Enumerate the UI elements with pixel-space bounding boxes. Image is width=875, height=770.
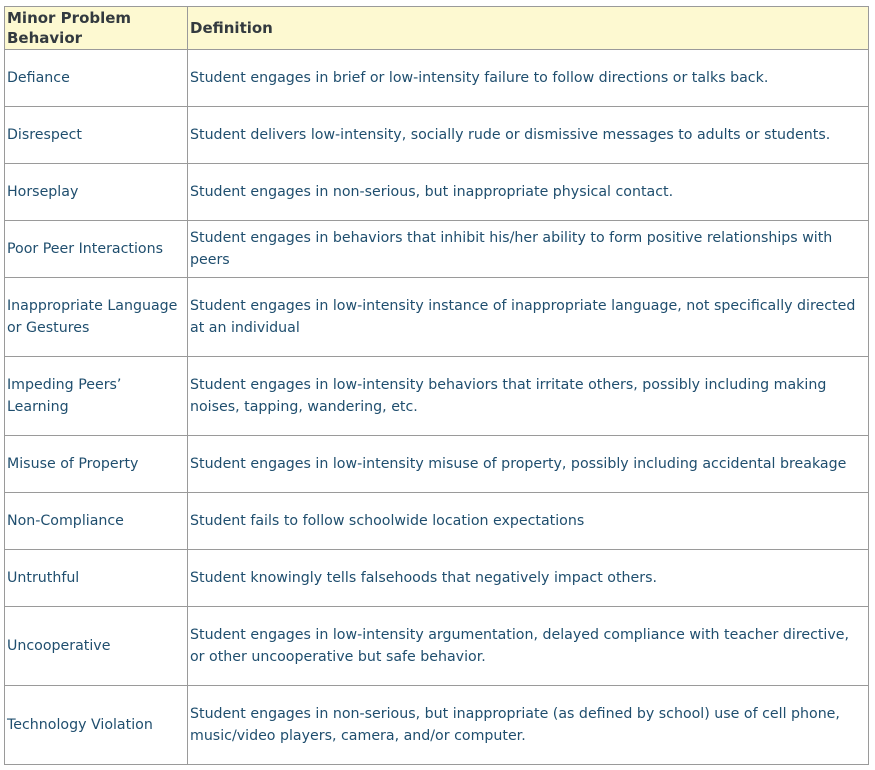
- definition-cell: Student engages in non-serious, but inappropriate (as defined by school) use of cell phone, music/video players, camera, and/or computer.: [188, 686, 869, 765]
- table-row: [5, 221, 869, 278]
- behavior-cell: Defiance: [5, 50, 188, 107]
- behavior-cell: Non-Compliance: [5, 493, 188, 550]
- table-row: [5, 607, 869, 686]
- definition-cell: Student engages in low-intensity misuse of property, possibly including accidental breakage: [188, 436, 869, 493]
- table-row: [5, 50, 869, 107]
- table-row: [5, 107, 869, 164]
- table-body: [5, 50, 869, 765]
- behavior-cell: Misuse of Property: [5, 436, 188, 493]
- definition-cell: Student engages in behaviors that inhibit his/her ability to form positive relationships with peers: [188, 221, 869, 278]
- definition-cell: Student engages in non-serious, but inappropriate physical contact.: [188, 164, 869, 221]
- behavior-cell: Uncooperative: [5, 607, 188, 686]
- definition-cell: Student engages in low-intensity argumentation, delayed compliance with teacher directive, or other uncooperative but safe behavior.: [188, 607, 869, 686]
- table-row: [5, 357, 869, 436]
- behavior-cell: Disrespect: [5, 107, 188, 164]
- behavior-cell: Inappropriate Language or Gestures: [5, 278, 188, 357]
- behavior-cell: Technology Violation: [5, 686, 188, 765]
- behavior-definitions-table: [4, 6, 869, 765]
- behavior-cell: Poor Peer Interactions: [5, 221, 188, 278]
- definition-cell: Student knowingly tells falsehoods that negatively impact others.: [188, 550, 869, 607]
- table-row: [5, 550, 869, 607]
- behavior-cell: Horseplay: [5, 164, 188, 221]
- definition-cell: Student fails to follow schoolwide location expectations: [188, 493, 869, 550]
- table-row: [5, 686, 869, 765]
- behavior-cell: Impeding Peers’ Learning: [5, 357, 188, 436]
- table-row: [5, 164, 869, 221]
- definition-cell: Student engages in brief or low-intensity failure to follow directions or talks back.: [188, 50, 869, 107]
- header-row: [5, 7, 869, 50]
- table-row: [5, 278, 869, 357]
- header-definition: Definition: [188, 7, 869, 50]
- definition-cell: Student engages in low-intensity behaviors that irritate others, possibly including making noises, tapping, wandering, etc.: [188, 357, 869, 436]
- header-behavior: Minor Problem Behavior: [5, 7, 188, 50]
- behavior-cell: Untruthful: [5, 550, 188, 607]
- table-row: [5, 493, 869, 550]
- definition-cell: Student delivers low-intensity, socially rude or dismissive messages to adults or students.: [188, 107, 869, 164]
- table-header: [5, 7, 869, 50]
- table-row: [5, 436, 869, 493]
- definition-cell: Student engages in low-intensity instance of inappropriate language, not specifically directed at an individual: [188, 278, 869, 357]
